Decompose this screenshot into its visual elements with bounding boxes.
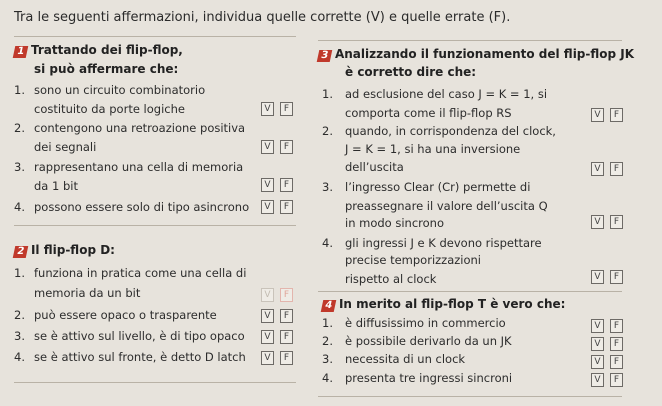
item-text: gli ingressi J e K devono rispettare (345, 236, 542, 250)
item-number: 2. (14, 121, 25, 135)
false-checkbox[interactable]: F (610, 319, 623, 333)
item-number: 2. (14, 308, 25, 322)
vf-choice (261, 102, 293, 116)
vf-choice (591, 337, 623, 351)
item-number: 4. (322, 371, 333, 385)
false-checkbox[interactable]: F (610, 355, 623, 369)
item-text: sono un circuito combinatorio (34, 83, 206, 97)
section-1-heading: 1 Trattando dei flip-flop, (14, 43, 183, 58)
item-text: presenta tre ingressi sincroni (345, 371, 513, 385)
vf-choice (591, 355, 623, 369)
true-checkbox[interactable]: V (591, 337, 604, 351)
item-text: contengono una retroazione positiva (34, 121, 246, 135)
false-checkbox[interactable]: F (280, 330, 293, 344)
true-checkbox[interactable]: V (261, 330, 274, 344)
true-checkbox[interactable]: V (261, 140, 274, 154)
divider (318, 40, 622, 41)
item-number: 1. (14, 83, 25, 97)
vf-choice (591, 215, 623, 229)
vf-choice (261, 178, 293, 192)
item-text: può essere opaco o trasparente (34, 308, 217, 322)
false-checkbox[interactable]: F (610, 215, 623, 229)
item-number: 1. (322, 316, 333, 330)
vf-choice (591, 319, 623, 333)
vf-choice (591, 270, 623, 284)
vf-choice (261, 351, 293, 365)
vf-choice (591, 373, 623, 387)
divider (318, 396, 622, 397)
item-text: da 1 bit (34, 179, 78, 193)
false-checkbox[interactable]: F (610, 270, 623, 284)
item-text: se è attivo sul fronte, è detto D latch (34, 350, 246, 364)
false-checkbox[interactable]: F (280, 288, 293, 302)
item-text: dei segnali (34, 140, 97, 154)
false-checkbox[interactable]: F (280, 351, 293, 365)
false-checkbox[interactable]: F (280, 140, 293, 154)
vf-choice (261, 140, 293, 154)
true-checkbox[interactable]: V (591, 373, 604, 387)
vf-choice (261, 309, 293, 323)
true-checkbox[interactable]: V (261, 102, 274, 116)
section-3-subheading: è corretto dire che: (345, 65, 477, 79)
item-text: comporta come il flip-flop RS (345, 106, 512, 120)
item-text: costituito da porte logiche (34, 102, 185, 116)
item-number: 3. (14, 160, 25, 174)
item-number: 2. (322, 334, 333, 348)
item-number: 4. (14, 200, 25, 214)
section-1-subheading: si può affermare che: (34, 62, 179, 76)
section-3-heading: 3 Analizzando il funzionamento del flip-flop JK (318, 47, 634, 62)
item-number: 1. (322, 87, 333, 101)
item-text: memoria da un bit (34, 286, 141, 300)
section-number-badge: 3 (317, 50, 333, 62)
true-checkbox[interactable]: V (591, 162, 604, 176)
vf-choice (591, 108, 623, 122)
divider (14, 36, 296, 37)
item-number: 1. (14, 266, 25, 280)
true-checkbox[interactable]: V (591, 215, 604, 229)
item-text: in modo sincrono (345, 216, 445, 230)
item-text: rappresentano una cella di memoria (34, 160, 244, 174)
vf-choice (261, 330, 293, 344)
false-checkbox[interactable]: F (610, 373, 623, 387)
true-checkbox[interactable]: V (261, 351, 274, 365)
false-checkbox[interactable]: F (280, 309, 293, 323)
true-checkbox[interactable]: V (261, 288, 274, 302)
false-checkbox[interactable]: F (280, 200, 293, 214)
true-checkbox[interactable]: V (261, 200, 274, 214)
false-checkbox[interactable]: F (610, 108, 623, 122)
true-checkbox[interactable]: V (261, 309, 274, 323)
item-text: quando, in corrispondenza del clock, (345, 124, 556, 138)
item-number: 3. (14, 329, 25, 343)
item-text: preassegnare il valore dell’uscita Q (345, 199, 548, 213)
false-checkbox[interactable]: F (280, 102, 293, 116)
true-checkbox[interactable]: V (591, 270, 604, 284)
item-text: necessita di un clock (345, 352, 466, 366)
item-text: J = K = 1, si ha una inversione (345, 142, 521, 156)
item-text: dell’uscita (345, 160, 404, 174)
item-number: 3. (322, 180, 333, 194)
true-checkbox[interactable]: V (591, 108, 604, 122)
section-number-badge: 2 (13, 246, 29, 258)
item-number: 2. (322, 124, 333, 138)
section-number-badge: 4 (321, 300, 337, 312)
vf-choice (261, 288, 293, 302)
page-title: Tra le seguenti affermazioni, individua quelle corrette (V) e quelle errate (F). (14, 10, 511, 25)
vf-choice (591, 162, 623, 176)
item-text: possono essere solo di tipo asincrono (34, 200, 250, 214)
true-checkbox[interactable]: V (261, 178, 274, 192)
item-number: 4. (322, 236, 333, 250)
item-text: se è attivo sul livello, è di tipo opaco (34, 329, 245, 343)
item-text: precise temporizzazioni (345, 253, 482, 267)
divider (318, 291, 622, 292)
divider (14, 382, 296, 383)
item-text: è possibile derivarlo da un JK (345, 334, 512, 348)
vf-choice (261, 200, 293, 214)
item-text: l’ingresso Clear (Cr) permette di (345, 180, 531, 194)
item-text: funziona in pratica come una cella di (34, 266, 247, 280)
item-text: è diffusissimo in commercio (345, 316, 506, 330)
item-text: rispetto al clock (345, 272, 437, 286)
divider (14, 225, 296, 226)
item-text: ad esclusione del caso J = K = 1, si (345, 87, 548, 101)
false-checkbox[interactable]: F (610, 337, 623, 351)
false-checkbox[interactable]: F (280, 178, 293, 192)
section-2-heading: 2 Il flip-flop D: (14, 243, 115, 258)
section-4-heading: 4 In merito al flip-flop T è vero che: (322, 297, 565, 312)
false-checkbox[interactable]: F (610, 162, 623, 176)
item-number: 4. (14, 350, 25, 364)
true-checkbox[interactable]: V (591, 355, 604, 369)
true-checkbox[interactable]: V (591, 319, 604, 333)
item-number: 3. (322, 352, 333, 366)
section-number-badge: 1 (13, 46, 29, 58)
